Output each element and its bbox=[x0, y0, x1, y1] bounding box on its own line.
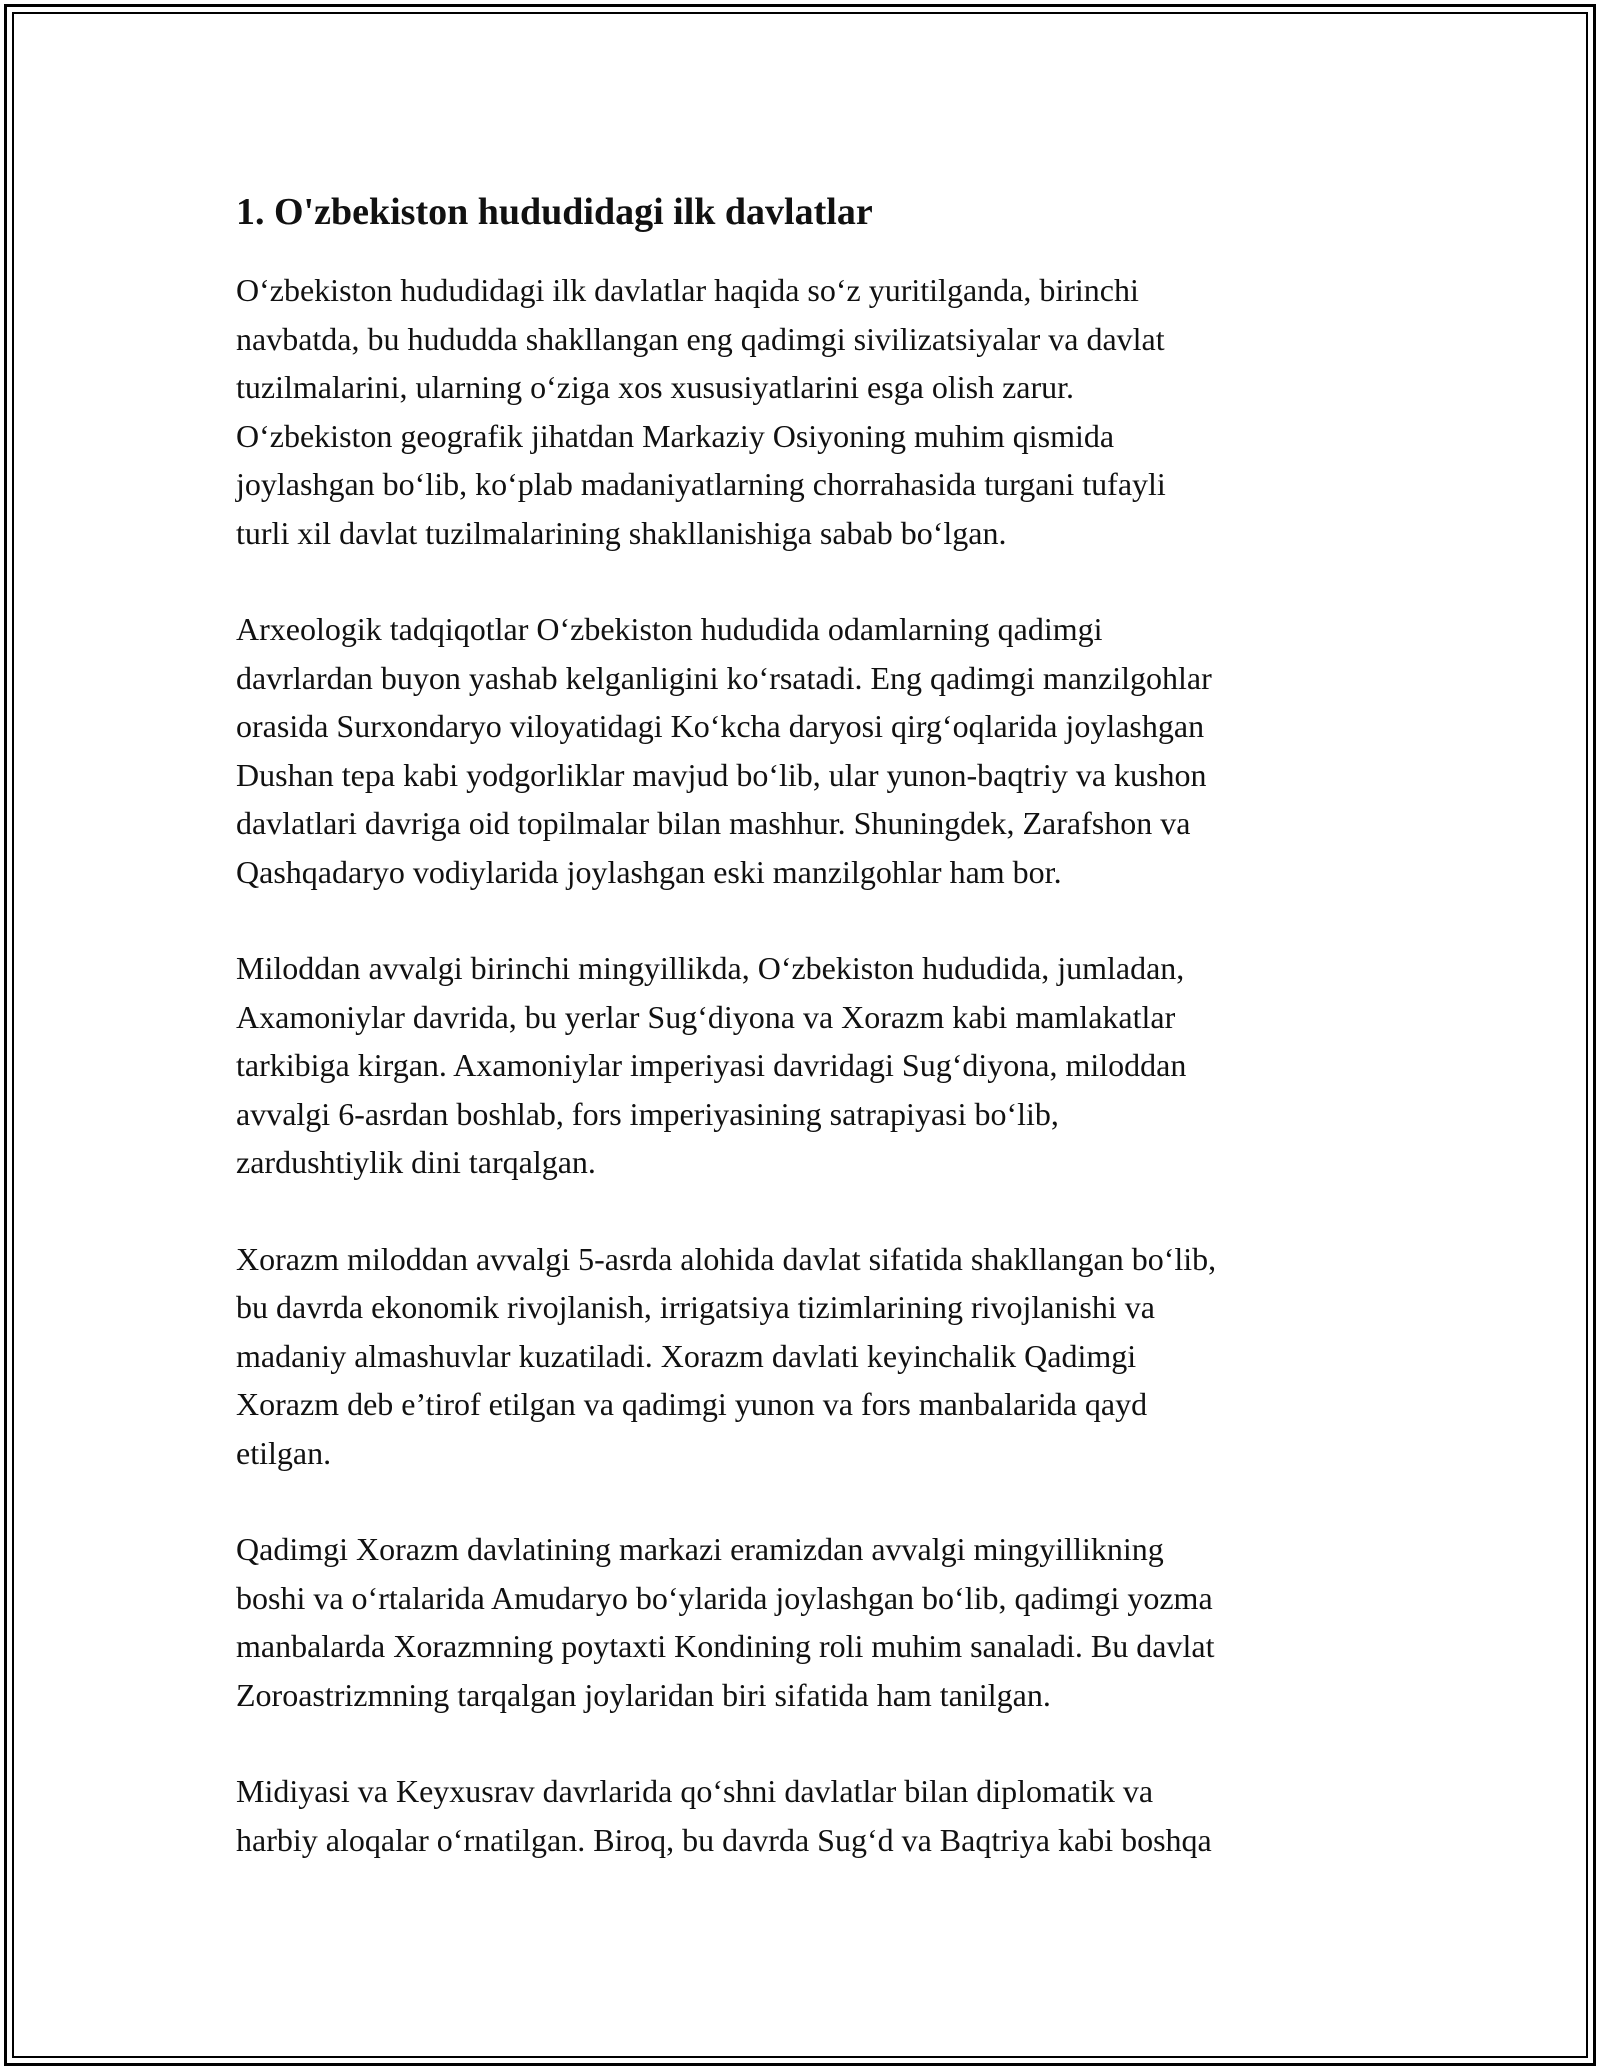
paragraph-3: Miloddan avvalgi birinchi mingyillikda, O‘zbekiston hududida, jumladan, Axamoniylar davrida, bu yerlar Sug‘diyona va Xorazm kabi mamlakatlar tarkibiga kirgan. Axamoniylar imperiyasi davridagi Sug‘diyona, miloddan avvalgi 6-asrdan boshlab, fors imperiyasining satrapiyasi bo‘lib, zardushtiylik dini tarqalgan. bbox=[236, 950, 1187, 1180]
paragraph-2: Arxeologik tadqiqotlar O‘zbekiston hududida odamlarning qadimgi davrlardan buyon yashab kelganligini ko‘rsatadi. Eng qadimgi manzilgohlar orasida Surxondaryo viloyatidagi Ko‘kcha daryosi qirg‘oqlarida joylashgan Dushan tepa kabi yodgorliklar mavjud bo‘lib, ular yunon-baqtriy va kushon davlatlari davriga oid topilmalar bilan mashhur. Shuningdek, Zarafshon va Qashqadaryo vodiylarida joylashgan eski manzilgohlar ham bor. bbox=[236, 611, 1212, 890]
document-title: 1. O'zbekiston hududidagi ilk davlatlar bbox=[236, 191, 873, 233]
paragraph-4: Xorazm miloddan avvalgi 5-asrda alohida davlat sifatida shakllangan bo‘lib, bu davrda ekonomik rivojlanish, irrigatsiya tizimlarining rivojlanishi va madaniy almashuvlar kuzatiladi. Xorazm davlati keyinchalik Qadimgi Xorazm deb e’tirof etilgan va qadimgi yunon va fors manbalarida qayd etilgan. bbox=[236, 1240, 1217, 1471]
paragraph-1: O‘zbekiston hududidagi ilk davlatlar haqida so‘z yuritilganda, birinchi navbatda, bu hududda shakllangan eng qadimgi sivilizatsiyalar va davlat tuzilmalarini, ularning o‘ziga xos xususiyatlarini esga olish zarur. O‘zbekiston geografik jihatdan Markaziy Osiyoning muhim qismida joylashgan bo‘lib, ko‘plab madaniyatlarning chorrahasida turgani tufayli turli xil davlat tuzilmalarining shakllanishiga sabab bo‘lgan. bbox=[236, 272, 1166, 551]
paragraph-6: Midiyasi va Keyxusrav davrlarida qo‘shni davlatlar bilan diplomatik va harbiy aloqalar o‘rnatilgan. Biroq, bu davrda Sug‘d va Baqtriya kabi boshqa bbox=[236, 1773, 1212, 1858]
paragraph-5: Qadimgi Xorazm davlatining markazi eramizdan avvalgi mingyillikning boshi va o‘rtalarida Amudaryo bo‘ylarida joylashgan bo‘lib, qadimgi yozma manbalarda Xorazmning poytaxti Kondining roli muhim sanaladi. Bu davlat Zoroastrizmning tarqalgan joylaridan biri sifatida ham tanilgan. bbox=[236, 1531, 1215, 1713]
document-body bbox=[236, 186, 1366, 1912]
